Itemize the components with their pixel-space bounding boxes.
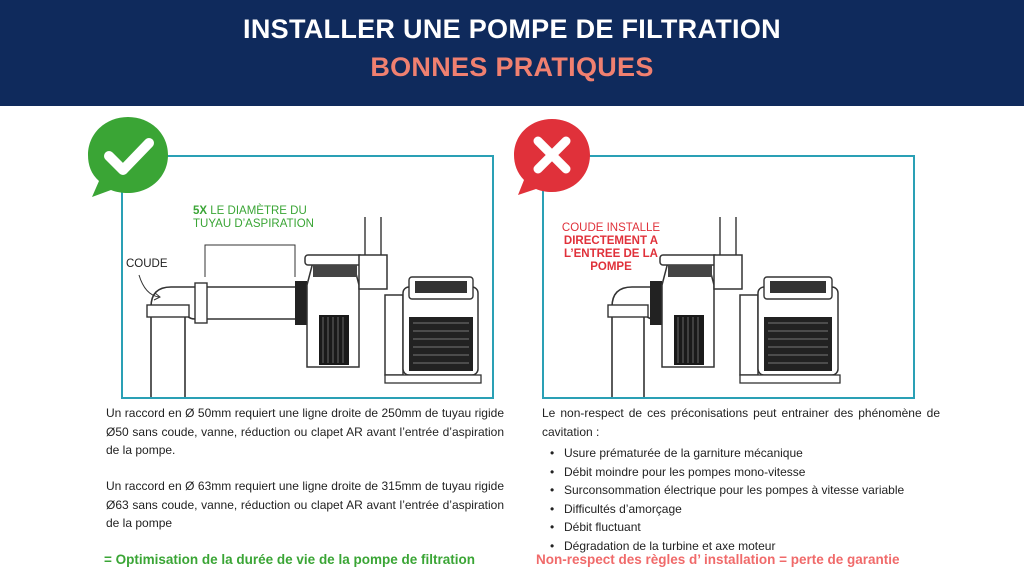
elbow-label: COUDE bbox=[126, 258, 168, 270]
list-item: • Usure prématurée de la garniture mécanique bbox=[548, 444, 904, 463]
list-item: • Difficultés d’amorçage bbox=[548, 500, 904, 519]
list-item: • Débit moindre pour les pompes mono-vitesse bbox=[548, 463, 904, 482]
good-footer-note: = Optimisation de la durée de vie de la pompe de filtration bbox=[104, 552, 475, 567]
bad-practice-panel bbox=[542, 155, 915, 399]
cavitation-effects-list bbox=[548, 444, 904, 555]
bad-label-line2: DIRECTEMENT A bbox=[563, 235, 659, 247]
bad-elbow-label bbox=[556, 222, 666, 274]
cross-icon bbox=[510, 117, 596, 197]
bad-installation-drawing bbox=[544, 157, 913, 397]
bad-label-line1: COUDE INSTALLE bbox=[561, 222, 661, 234]
bad-label-line3: L’ENTREE DE LA bbox=[564, 248, 658, 260]
bad-label-line4: POMPE bbox=[590, 261, 632, 273]
good-diameter-factor: 5X bbox=[193, 205, 208, 217]
check-icon bbox=[82, 115, 174, 199]
right-intro: Le non-respect de ces préconisations peut entrainer des phénomène de cavitation : bbox=[542, 406, 940, 439]
page-subtitle: BONNES PRATIQUES bbox=[370, 52, 654, 82]
good-installation-drawing bbox=[123, 157, 492, 397]
list-item: • Dégradation de la turbine et axe moteur bbox=[548, 537, 904, 556]
left-paragraph-1: Un raccord en Ø 50mm requiert une ligne droite de 250mm de tuyau rigide Ø50 sans coude, vanne, réduction ou clapet AR avant l’entrée d’aspiration de la pompe. bbox=[106, 406, 504, 457]
bad-footer-note: Non-respect des règles d’ installation = perte de garantie bbox=[536, 552, 900, 567]
header-banner bbox=[0, 0, 1024, 106]
good-diameter-text-line2: TUYAU D’ASPIRATION bbox=[193, 218, 314, 230]
good-diameter-label bbox=[193, 205, 314, 231]
list-item: • Débit fluctuant bbox=[548, 518, 904, 537]
good-diameter-text: LE DIAMÈTRE DU bbox=[207, 205, 307, 217]
list-item: • Surconsommation électrique pour les pompes à vitesse variable bbox=[548, 481, 904, 500]
good-practice-panel bbox=[121, 155, 494, 399]
left-paragraph-2: Un raccord en Ø 63mm requiert une ligne droite de 315mm de tuyau rigide Ø63 sans coude, vanne, réduction ou clapet AR avant l’entrée d’aspiration de la pompe bbox=[106, 479, 504, 530]
page-title: INSTALLER UNE POMPE DE FILTRATION bbox=[243, 14, 781, 44]
